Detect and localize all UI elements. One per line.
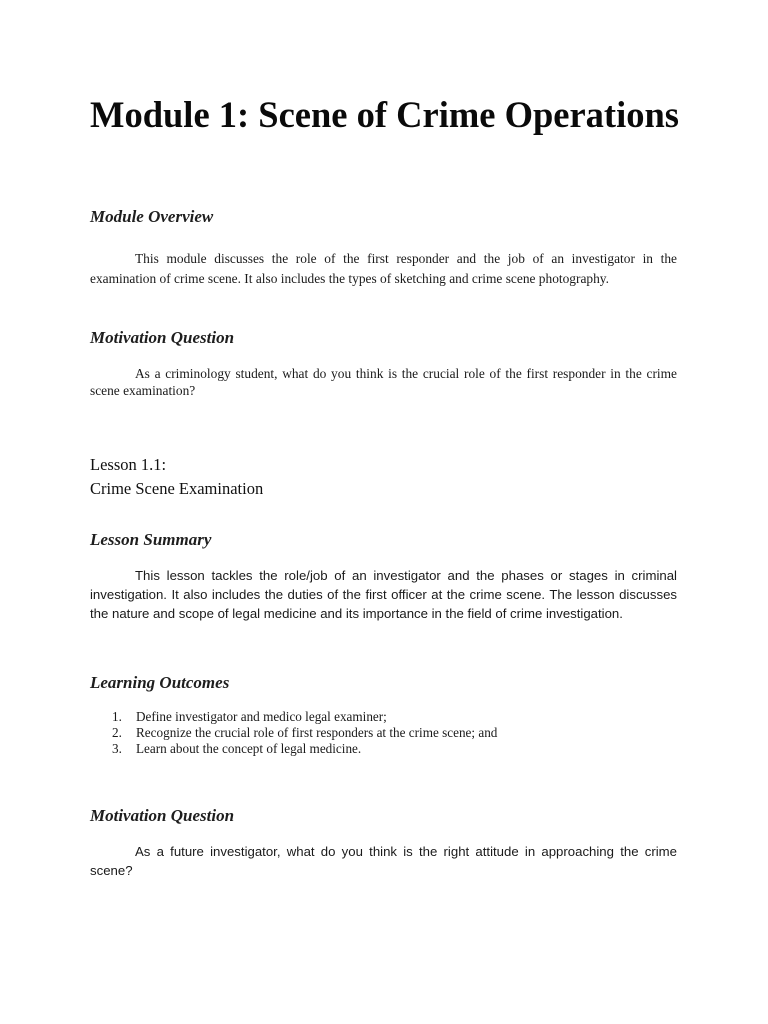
list-item-number: 2. bbox=[112, 725, 122, 740]
module-overview-heading: Module Overview bbox=[90, 207, 214, 226]
list-item bbox=[90, 725, 680, 741]
learning-outcomes-heading: Learning Outcomes bbox=[90, 673, 230, 692]
motivation-question-2-heading: Motivation Question bbox=[90, 806, 235, 825]
page-title: Module 1: Scene of Crime Operations bbox=[90, 94, 679, 135]
learning-outcomes-list bbox=[90, 709, 680, 757]
list-item-text: Recognize the crucial role of first responders at the crime scene; and bbox=[136, 725, 498, 740]
list-item bbox=[90, 709, 680, 725]
list-item-text: Define investigator and medico legal examiner; bbox=[136, 709, 387, 724]
motivation-question-2-text: As a future investigator, what do you think is the right attitude in approaching the crime scene? bbox=[90, 844, 677, 878]
lesson-summary-text: This lesson tackles the role/job of an investigator and the phases or stages in criminal investigation. It also includes the duties of the first officer at the crime scene. The lesson discusses the nature and scope of legal medicine and its importance in the field of crime investigation. bbox=[90, 568, 677, 621]
lesson-number: Lesson 1.1: bbox=[90, 455, 167, 474]
list-item bbox=[90, 741, 680, 757]
lesson-title: Crime Scene Examination bbox=[90, 479, 264, 498]
lesson-summary-heading: Lesson Summary bbox=[90, 530, 212, 549]
list-item-number: 3. bbox=[112, 741, 122, 756]
list-item-text: Learn about the concept of legal medicine. bbox=[136, 741, 362, 756]
list-item-number: 1. bbox=[112, 709, 122, 724]
module-overview-text: This module discusses the role of the first responder and the job of an investigator in the examination of crime scene. It also includes the types of sketching and crime scene photography. bbox=[90, 251, 677, 286]
motivation-question-heading: Motivation Question bbox=[90, 328, 235, 347]
motivation-question-text: As a criminology student, what do you think is the crucial role of the first responder in the crime scene examination? bbox=[90, 366, 677, 398]
